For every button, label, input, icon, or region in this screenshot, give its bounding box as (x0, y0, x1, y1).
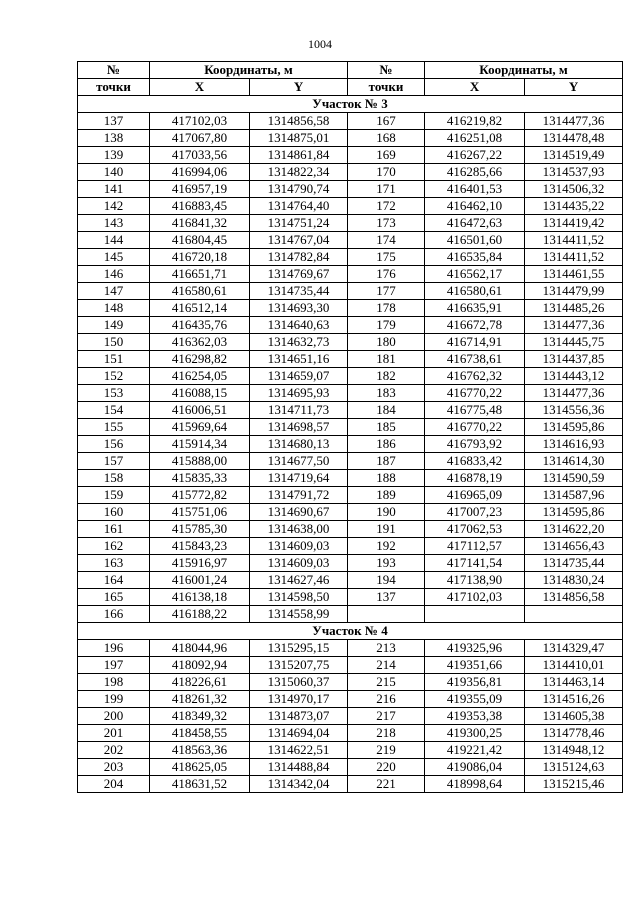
cell-point-left: 197 (78, 657, 150, 674)
cell-point-left: 141 (78, 181, 150, 198)
cell-x-right: 419086,04 (425, 759, 525, 776)
cell-point-left: 155 (78, 419, 150, 436)
cell-x-left: 417067,80 (150, 130, 250, 147)
cell-y-right: 1314478,48 (525, 130, 623, 147)
cell-y-right: 1314463,14 (525, 674, 623, 691)
cell-y-left: 1314677,50 (250, 453, 348, 470)
cell-point-right: 167 (348, 113, 425, 130)
cell-y-left: 1314875,01 (250, 130, 348, 147)
point-sublabel-left: точки (78, 79, 150, 96)
cell-y-right: 1314519,49 (525, 147, 623, 164)
cell-x-left: 415835,33 (150, 470, 250, 487)
cell-x-right: 416833,42 (425, 453, 525, 470)
cell-y-left: 1314970,17 (250, 691, 348, 708)
cell-point-left: 142 (78, 198, 150, 215)
cell-point-left: 204 (78, 776, 150, 793)
cell-y-left: 1314488,84 (250, 759, 348, 776)
cell-y-left: 1314790,74 (250, 181, 348, 198)
table-row (78, 351, 623, 368)
table-row (78, 589, 623, 606)
table-row (78, 181, 623, 198)
cell-point-right: 178 (348, 300, 425, 317)
cell-x-right: 416267,22 (425, 147, 525, 164)
cell-y-left: 1314638,00 (250, 521, 348, 538)
cell-x-left: 415785,30 (150, 521, 250, 538)
cell-point-left: 154 (78, 402, 150, 419)
table-row (78, 402, 623, 419)
cell-x-right: 416775,48 (425, 402, 525, 419)
header-row-2 (78, 79, 623, 96)
cell-x-right: 416501,60 (425, 232, 525, 249)
cell-x-right: 417102,03 (425, 589, 525, 606)
cell-y-left: 1314711,73 (250, 402, 348, 419)
y-header-right: Y (525, 79, 623, 96)
cell-x-right: 416251,08 (425, 130, 525, 147)
cell-y-left: 1315295,15 (250, 640, 348, 657)
cell-point-left: 147 (78, 283, 150, 300)
cell-x-left: 415772,82 (150, 487, 250, 504)
cell-y-right: 1314735,44 (525, 555, 623, 572)
y-header-left: Y (250, 79, 348, 96)
cell-x-left: 416088,15 (150, 385, 250, 402)
cell-x-left: 417102,03 (150, 113, 250, 130)
cell-y-left: 1315060,37 (250, 674, 348, 691)
header-row-1 (78, 62, 623, 79)
cell-x-left: 417033,56 (150, 147, 250, 164)
cell-point-right: 215 (348, 674, 425, 691)
cell-point-left: 138 (78, 130, 150, 147)
cell-point-left: 159 (78, 487, 150, 504)
cell-point-left: 137 (78, 113, 150, 130)
point-number-header-right: № (348, 62, 425, 79)
cell-point-left: 151 (78, 351, 150, 368)
table-row (78, 436, 623, 453)
table-row (78, 368, 623, 385)
cell-point-left: 152 (78, 368, 150, 385)
table-row (78, 742, 623, 759)
cell-y-left: 1314558,99 (250, 606, 348, 623)
cell-y-right: 1314595,86 (525, 419, 623, 436)
cell-point-right: 174 (348, 232, 425, 249)
cell-x-right: 419221,42 (425, 742, 525, 759)
cell-y-right: 1314778,46 (525, 725, 623, 742)
section-title: Участок № 4 (78, 623, 623, 640)
cell-x-right: 419325,96 (425, 640, 525, 657)
cell-y-left: 1314651,16 (250, 351, 348, 368)
cell-x-left: 418563,36 (150, 742, 250, 759)
table-row (78, 691, 623, 708)
cell-point-right: 179 (348, 317, 425, 334)
cell-x-left: 416580,61 (150, 283, 250, 300)
cell-point-right: 220 (348, 759, 425, 776)
cell-y-right: 1314477,36 (525, 385, 623, 402)
cell-point-right: 172 (348, 198, 425, 215)
cell-x-left: 418631,52 (150, 776, 250, 793)
cell-point-right: 221 (348, 776, 425, 793)
cell-point-left: 198 (78, 674, 150, 691)
cell-x-right: 416219,82 (425, 113, 525, 130)
cell-point-left: 163 (78, 555, 150, 572)
cell-x-left: 418349,32 (150, 708, 250, 725)
cell-y-left: 1314719,64 (250, 470, 348, 487)
cell-point-right: 217 (348, 708, 425, 725)
table-row (78, 147, 623, 164)
cell-point-left: 140 (78, 164, 150, 181)
table-row (78, 215, 623, 232)
cell-y-left: 1314693,30 (250, 300, 348, 317)
section-title: Участок № 3 (78, 96, 623, 113)
cell-x-right: 416462,10 (425, 198, 525, 215)
cell-point-left: 160 (78, 504, 150, 521)
cell-y-left: 1314632,73 (250, 334, 348, 351)
cell-y-right: 1314411,52 (525, 249, 623, 266)
table-row (78, 113, 623, 130)
cell-point-left: 164 (78, 572, 150, 589)
cell-x-right: 416762,32 (425, 368, 525, 385)
cell-y-right: 1314411,52 (525, 232, 623, 249)
cell-y-right: 1314479,99 (525, 283, 623, 300)
table-row (78, 640, 623, 657)
coordinates-table (77, 61, 623, 793)
cell-y-right: 1314605,38 (525, 708, 623, 725)
table-row (78, 130, 623, 147)
cell-x-left: 418092,94 (150, 657, 250, 674)
cell-y-right: 1314410,01 (525, 657, 623, 674)
cell-y-left: 1314698,57 (250, 419, 348, 436)
cell-x-left: 416651,71 (150, 266, 250, 283)
cell-y-left: 1314791,72 (250, 487, 348, 504)
cell-x-left: 418625,05 (150, 759, 250, 776)
cell-x-left: 416883,45 (150, 198, 250, 215)
cell-x-right: 416401,53 (425, 181, 525, 198)
table-row (78, 232, 623, 249)
cell-y-left: 1314342,04 (250, 776, 348, 793)
table-row (78, 708, 623, 725)
cell-y-right: 1314461,55 (525, 266, 623, 283)
cell-y-right: 1314587,96 (525, 487, 623, 504)
cell-point-right: 182 (348, 368, 425, 385)
cell-y-left: 1314767,04 (250, 232, 348, 249)
cell-point-left: 146 (78, 266, 150, 283)
cell-point-right: 184 (348, 402, 425, 419)
cell-x-left: 416994,06 (150, 164, 250, 181)
table-row (78, 606, 623, 623)
cell-point-left: 162 (78, 538, 150, 555)
cell-x-right: 419300,25 (425, 725, 525, 742)
cell-y-left: 1314690,67 (250, 504, 348, 521)
cell-y-right: 1314616,93 (525, 436, 623, 453)
cell-point-right: 214 (348, 657, 425, 674)
cell-point-right: 176 (348, 266, 425, 283)
cell-x-left: 415916,97 (150, 555, 250, 572)
cell-x-left: 415843,23 (150, 538, 250, 555)
cell-x-left: 418226,61 (150, 674, 250, 691)
x-header-left: X (150, 79, 250, 96)
section-title-row (78, 96, 623, 113)
cell-y-left: 1314609,03 (250, 555, 348, 572)
cell-x-left: 418458,55 (150, 725, 250, 742)
cell-y-right: 1314445,75 (525, 334, 623, 351)
cell-y-right (525, 606, 623, 623)
cell-x-left: 416254,05 (150, 368, 250, 385)
cell-point-right: 185 (348, 419, 425, 436)
table-row (78, 674, 623, 691)
cell-y-right: 1314856,58 (525, 589, 623, 606)
cell-x-left: 416804,45 (150, 232, 250, 249)
cell-point-left: 158 (78, 470, 150, 487)
cell-x-left: 415914,34 (150, 436, 250, 453)
cell-point-left: 139 (78, 147, 150, 164)
cell-y-left: 1314680,13 (250, 436, 348, 453)
table-row (78, 504, 623, 521)
x-header-right: X (425, 79, 525, 96)
cell-y-left: 1314622,51 (250, 742, 348, 759)
cell-point-right: 187 (348, 453, 425, 470)
cell-x-right: 416672,78 (425, 317, 525, 334)
cell-point-left: 196 (78, 640, 150, 657)
cell-y-left: 1314769,67 (250, 266, 348, 283)
cell-y-right: 1315215,46 (525, 776, 623, 793)
cell-x-right: 418998,64 (425, 776, 525, 793)
table-row (78, 334, 623, 351)
cell-x-left: 418044,96 (150, 640, 250, 657)
cell-x-right: 419351,66 (425, 657, 525, 674)
cell-point-right: 194 (348, 572, 425, 589)
cell-y-right: 1314622,20 (525, 521, 623, 538)
cell-x-right: 416965,09 (425, 487, 525, 504)
cell-x-right: 417112,57 (425, 538, 525, 555)
cell-x-left: 416362,03 (150, 334, 250, 351)
cell-y-left: 1314861,84 (250, 147, 348, 164)
cell-y-right: 1314437,85 (525, 351, 623, 368)
cell-x-right: 419353,38 (425, 708, 525, 725)
cell-point-right (348, 606, 425, 623)
cell-point-right: 168 (348, 130, 425, 147)
cell-y-left: 1314822,34 (250, 164, 348, 181)
table-row (78, 453, 623, 470)
cell-point-left: 143 (78, 215, 150, 232)
cell-point-right: 137 (348, 589, 425, 606)
cell-x-right: 416878,19 (425, 470, 525, 487)
cell-y-left: 1315207,75 (250, 657, 348, 674)
cell-point-right: 219 (348, 742, 425, 759)
cell-x-right (425, 606, 525, 623)
cell-x-left: 416512,14 (150, 300, 250, 317)
cell-x-right: 416714,91 (425, 334, 525, 351)
cell-y-left: 1314856,58 (250, 113, 348, 130)
cell-x-left: 416006,51 (150, 402, 250, 419)
cell-x-right: 416285,66 (425, 164, 525, 181)
cell-y-left: 1314735,44 (250, 283, 348, 300)
cell-y-left: 1314694,04 (250, 725, 348, 742)
table-row (78, 164, 623, 181)
cell-y-left: 1314659,07 (250, 368, 348, 385)
cell-y-right: 1314537,93 (525, 164, 623, 181)
cell-point-right: 177 (348, 283, 425, 300)
cell-point-right: 186 (348, 436, 425, 453)
table-row (78, 198, 623, 215)
cell-point-right: 213 (348, 640, 425, 657)
cell-y-left: 1314695,93 (250, 385, 348, 402)
cell-point-left: 199 (78, 691, 150, 708)
cell-x-left: 415751,06 (150, 504, 250, 521)
cell-x-left: 416138,18 (150, 589, 250, 606)
cell-point-left: 149 (78, 317, 150, 334)
cell-point-right: 170 (348, 164, 425, 181)
cell-point-left: 153 (78, 385, 150, 402)
cell-x-right: 416793,92 (425, 436, 525, 453)
cell-y-right: 1314556,36 (525, 402, 623, 419)
cell-y-right: 1315124,63 (525, 759, 623, 776)
cell-point-right: 218 (348, 725, 425, 742)
cell-y-right: 1314516,26 (525, 691, 623, 708)
table-row (78, 385, 623, 402)
cell-y-right: 1314614,30 (525, 453, 623, 470)
cell-y-left: 1314764,40 (250, 198, 348, 215)
cell-x-right: 417141,54 (425, 555, 525, 572)
cell-y-left: 1314627,46 (250, 572, 348, 589)
table-body (78, 96, 623, 793)
table-row (78, 538, 623, 555)
table-row (78, 657, 623, 674)
cell-x-left: 416841,32 (150, 215, 250, 232)
section-title-row (78, 623, 623, 640)
cell-x-right: 416738,61 (425, 351, 525, 368)
cell-y-left: 1314751,24 (250, 215, 348, 232)
table-row (78, 555, 623, 572)
cell-x-left: 416298,82 (150, 351, 250, 368)
cell-x-left: 416957,19 (150, 181, 250, 198)
cell-x-left: 416001,24 (150, 572, 250, 589)
cell-point-right: 188 (348, 470, 425, 487)
cell-point-left: 165 (78, 589, 150, 606)
cell-point-right: 216 (348, 691, 425, 708)
table-row (78, 300, 623, 317)
table-row (78, 249, 623, 266)
cell-point-left: 201 (78, 725, 150, 742)
cell-point-right: 183 (348, 385, 425, 402)
cell-point-left: 166 (78, 606, 150, 623)
cell-y-right: 1314477,36 (525, 317, 623, 334)
cell-x-left: 416435,76 (150, 317, 250, 334)
cell-point-right: 191 (348, 521, 425, 538)
cell-x-right: 416770,22 (425, 419, 525, 436)
table-row (78, 725, 623, 742)
cell-y-left: 1314609,03 (250, 538, 348, 555)
cell-x-right: 416562,17 (425, 266, 525, 283)
cell-x-right: 417138,90 (425, 572, 525, 589)
cell-x-right: 416635,91 (425, 300, 525, 317)
cell-x-right: 417007,23 (425, 504, 525, 521)
cell-x-right: 419356,81 (425, 674, 525, 691)
cell-point-right: 180 (348, 334, 425, 351)
cell-point-right: 193 (348, 555, 425, 572)
cell-point-left: 200 (78, 708, 150, 725)
cell-x-left: 416188,22 (150, 606, 250, 623)
cell-y-right: 1314948,12 (525, 742, 623, 759)
cell-y-right: 1314830,24 (525, 572, 623, 589)
table-row (78, 572, 623, 589)
coordinates-header-left: Координаты, м (150, 62, 348, 79)
cell-y-left: 1314598,50 (250, 589, 348, 606)
cell-x-right: 416580,61 (425, 283, 525, 300)
cell-y-right: 1314329,47 (525, 640, 623, 657)
table-row (78, 419, 623, 436)
cell-y-right: 1314590,59 (525, 470, 623, 487)
table-row (78, 521, 623, 538)
cell-x-left: 416720,18 (150, 249, 250, 266)
cell-point-right: 189 (348, 487, 425, 504)
cell-point-right: 181 (348, 351, 425, 368)
cell-y-right: 1314595,86 (525, 504, 623, 521)
cell-y-right: 1314435,22 (525, 198, 623, 215)
table-row (78, 776, 623, 793)
cell-y-right: 1314419,42 (525, 215, 623, 232)
cell-x-right: 416770,22 (425, 385, 525, 402)
cell-x-right: 419355,09 (425, 691, 525, 708)
cell-y-left: 1314873,07 (250, 708, 348, 725)
table-row (78, 266, 623, 283)
cell-x-right: 416472,63 (425, 215, 525, 232)
cell-x-right: 416535,84 (425, 249, 525, 266)
cell-y-right: 1314656,43 (525, 538, 623, 555)
table-row (78, 283, 623, 300)
cell-point-left: 145 (78, 249, 150, 266)
cell-point-left: 148 (78, 300, 150, 317)
cell-point-right: 192 (348, 538, 425, 555)
cell-point-left: 144 (78, 232, 150, 249)
cell-x-left: 415888,00 (150, 453, 250, 470)
cell-y-right: 1314506,32 (525, 181, 623, 198)
table-row (78, 759, 623, 776)
table-row (78, 487, 623, 504)
cell-y-right: 1314443,12 (525, 368, 623, 385)
cell-point-left: 150 (78, 334, 150, 351)
coordinates-header-right: Координаты, м (425, 62, 623, 79)
cell-x-left: 418261,32 (150, 691, 250, 708)
cell-point-left: 202 (78, 742, 150, 759)
page-number: 1004 (308, 37, 332, 51)
table-row (78, 470, 623, 487)
cell-point-left: 161 (78, 521, 150, 538)
cell-y-left: 1314782,84 (250, 249, 348, 266)
cell-point-right: 175 (348, 249, 425, 266)
cell-y-right: 1314485,26 (525, 300, 623, 317)
point-number-header: № (78, 62, 150, 79)
cell-point-right: 173 (348, 215, 425, 232)
cell-point-right: 171 (348, 181, 425, 198)
cell-x-right: 417062,53 (425, 521, 525, 538)
cell-y-left: 1314640,63 (250, 317, 348, 334)
point-sublabel-right: точки (348, 79, 425, 96)
cell-y-right: 1314477,36 (525, 113, 623, 130)
cell-point-right: 190 (348, 504, 425, 521)
table-row (78, 317, 623, 334)
cell-x-left: 415969,64 (150, 419, 250, 436)
cell-point-left: 156 (78, 436, 150, 453)
cell-point-left: 203 (78, 759, 150, 776)
cell-point-right: 169 (348, 147, 425, 164)
cell-point-left: 157 (78, 453, 150, 470)
